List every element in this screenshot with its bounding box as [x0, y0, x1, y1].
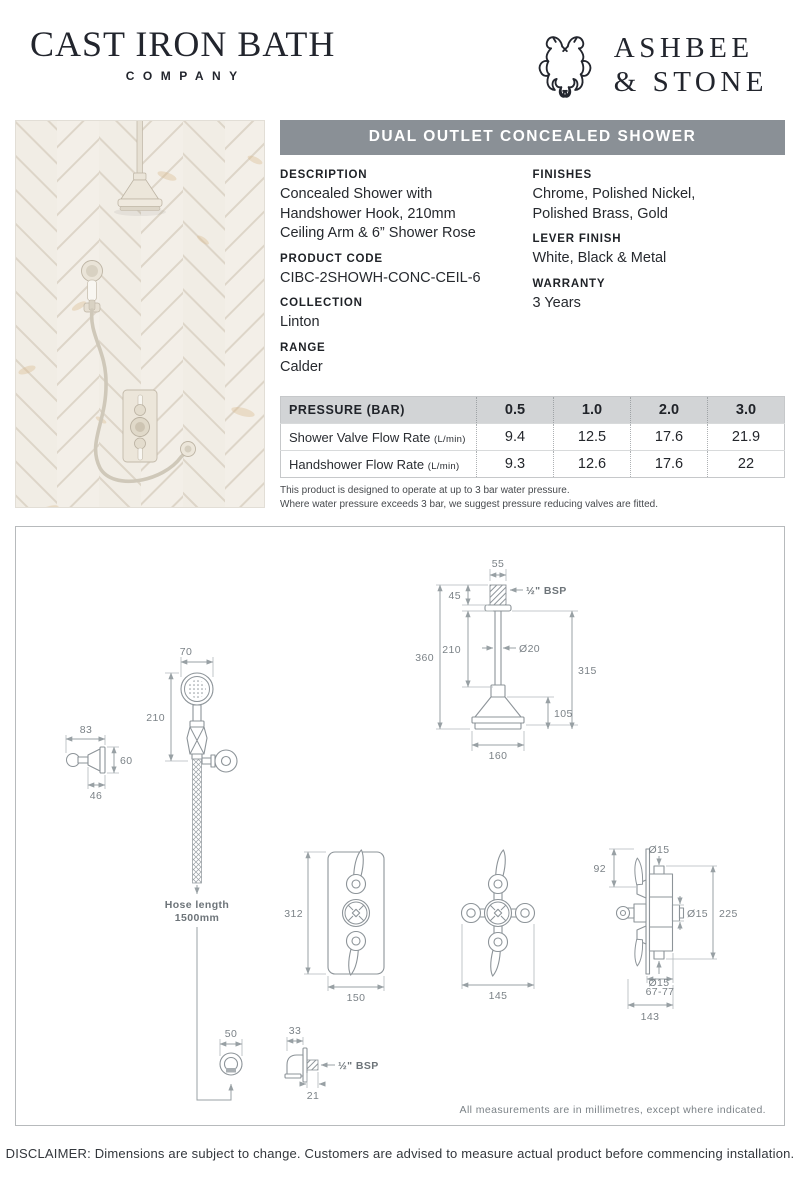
spec-column-left — [280, 169, 533, 386]
dim-label: 60 — [120, 755, 133, 767]
pressure-header-05: 0.5 — [477, 397, 554, 424]
spec-warranty — [533, 278, 786, 314]
table-row-handshower — [281, 451, 785, 478]
seahorse-right — [563, 37, 590, 97]
spec-description — [280, 169, 533, 244]
dim-label: 150 — [346, 992, 366, 1004]
brand-right-line1: ASHBEE — [613, 31, 754, 64]
dim-label: 92 — [593, 863, 606, 875]
valve-front-drawing — [284, 849, 384, 1004]
dim-label: 50 — [224, 1028, 238, 1040]
flow-value: 21.9 — [708, 424, 785, 451]
dim-label: 45 — [448, 590, 461, 602]
dim-label: 210 — [146, 712, 165, 724]
valve-cross-drawing — [462, 849, 535, 1002]
dim-label: ½" BSP — [526, 585, 567, 597]
pressure-note-line1: This product is designed to operate at up to 3 bar water pressure. — [280, 485, 570, 496]
seahorses-logo-icon — [532, 28, 598, 102]
main-content — [15, 120, 785, 512]
dim-label: Ø15 — [687, 908, 709, 920]
dim-label: 312 — [284, 908, 303, 920]
flow-value: 12.5 — [554, 424, 631, 451]
spec-value: Concealed Shower with Handshower Hook, 210mm Ceiling Arm & 6” Shower Rose — [280, 186, 476, 241]
dim-label: 105 — [554, 708, 573, 720]
pressure-header-30: 3.0 — [708, 397, 785, 424]
flow-value: 12.6 — [554, 451, 631, 478]
dim-label: Ø20 — [519, 643, 541, 655]
spec-value: White, Black & Metal — [532, 250, 667, 266]
pressure-header-10: 1.0 — [554, 397, 631, 424]
pressure-header-label: PRESSURE (BAR) — [289, 403, 406, 417]
dim-label: 70 — [179, 646, 193, 658]
spec-collection — [280, 297, 533, 333]
flow-value: 9.3 — [477, 451, 554, 478]
pressure-note — [280, 484, 785, 512]
spec-value: Linton — [280, 314, 320, 330]
brand-ashbee-stone — [532, 28, 768, 102]
row-label-text: Handshower Flow Rate — [289, 456, 425, 472]
dim-label: ½" BSP — [338, 1060, 379, 1072]
dim-label: 360 — [415, 652, 434, 664]
dim-label: Ø15 — [648, 844, 670, 856]
product-photo — [15, 120, 265, 508]
spec-label: WARRANTY — [532, 277, 606, 290]
table-row-shower-valve — [281, 424, 785, 451]
ceiling-shower-drawing — [415, 558, 596, 762]
pressure-header-20: 2.0 — [631, 397, 708, 424]
hose-length-label: Hose length — [164, 899, 230, 911]
dim-label: 210 — [442, 644, 461, 656]
spec-value: 3 Years — [532, 294, 581, 311]
spec-columns — [280, 169, 785, 386]
flow-value: 9.4 — [477, 424, 554, 451]
spec-finishes — [533, 169, 786, 224]
spec-label: RANGE — [280, 341, 326, 354]
spec-label: LEVER FINISH — [532, 233, 622, 245]
measurements-note: All measurements are in millimetres, except where indicated. — [459, 1104, 766, 1116]
spec-lever-finish — [533, 233, 786, 269]
dim-label: 225 — [719, 908, 738, 920]
spec-value: CIBC-2SHOWH-CONC-CEIL-6 — [280, 269, 481, 286]
dim-label: 143 — [640, 1011, 660, 1023]
wall-outlet-drawing — [220, 1028, 242, 1075]
dim-label: 21 — [306, 1090, 320, 1102]
spec-value: Calder — [280, 358, 323, 375]
row-label — [281, 424, 477, 451]
seahorse-left — [539, 37, 566, 97]
spec-value: Chrome, Polished Nickel, Polished Brass, Gold — [532, 186, 696, 222]
pressure-table-header-row — [281, 397, 785, 424]
row-unit: (L/min) — [427, 460, 460, 472]
row-unit: (L/min) — [434, 433, 466, 445]
row-label-text: Shower Valve Flow Rate — [289, 429, 431, 445]
dim-label: 160 — [488, 750, 508, 762]
dim-label: 46 — [89, 790, 103, 802]
flow-value: 22 — [708, 451, 785, 478]
handshower-drawing — [146, 646, 237, 1100]
dim-label: Ø15 — [648, 977, 670, 989]
dim-label: 55 — [491, 558, 505, 570]
technical-drawing-box — [15, 526, 785, 1126]
spec-column-right — [533, 169, 786, 386]
technical-drawing — [16, 527, 784, 1125]
pressure-table — [280, 396, 785, 478]
brand-left-subtitle: COMPANY — [125, 69, 246, 83]
dim-label: 67-77 — [645, 986, 675, 998]
hook-bracket-drawing — [66, 724, 132, 802]
flow-value: 17.6 — [631, 424, 708, 451]
flow-value: 17.6 — [631, 451, 708, 478]
dim-label: 315 — [578, 665, 597, 677]
dim-label: 83 — [79, 724, 93, 736]
product-title-bar: DUAL OUTLET CONCEALED SHOWER — [280, 120, 785, 155]
row-label — [281, 451, 477, 478]
spec-label: COLLECTION — [280, 297, 363, 309]
spec-product-code — [280, 253, 533, 289]
page-header — [0, 0, 800, 116]
brand-cast-iron-bath — [30, 26, 335, 83]
disclaimer: DISCLAIMER: Dimensions are subject to change. Customers are advised to measure actual product before commencing installation. — [5, 1146, 795, 1161]
dim-label: 33 — [288, 1025, 302, 1037]
dim-label: 145 — [488, 990, 508, 1002]
brand-right-line2: & STONE — [613, 66, 768, 98]
spec-panel — [280, 120, 785, 512]
elbow-drawing — [285, 1025, 379, 1102]
brand-left-name: CAST IRON BATH — [30, 24, 336, 64]
hose-length-value: 1500mm — [174, 912, 220, 924]
brand-right-name — [614, 31, 768, 99]
spec-label: PRODUCT CODE — [280, 252, 383, 265]
spec-label: DESCRIPTION — [280, 169, 368, 181]
spec-label: FINISHES — [532, 169, 592, 181]
concealed-valve — [123, 390, 157, 462]
valve-side-drawing — [594, 844, 738, 1023]
wall-outlet-photo — [181, 442, 196, 457]
spec-range — [280, 342, 533, 378]
pressure-note-line2: Where water pressure exceeds 3 bar, we suggest pressure reducing valves are fitted. — [280, 499, 658, 510]
